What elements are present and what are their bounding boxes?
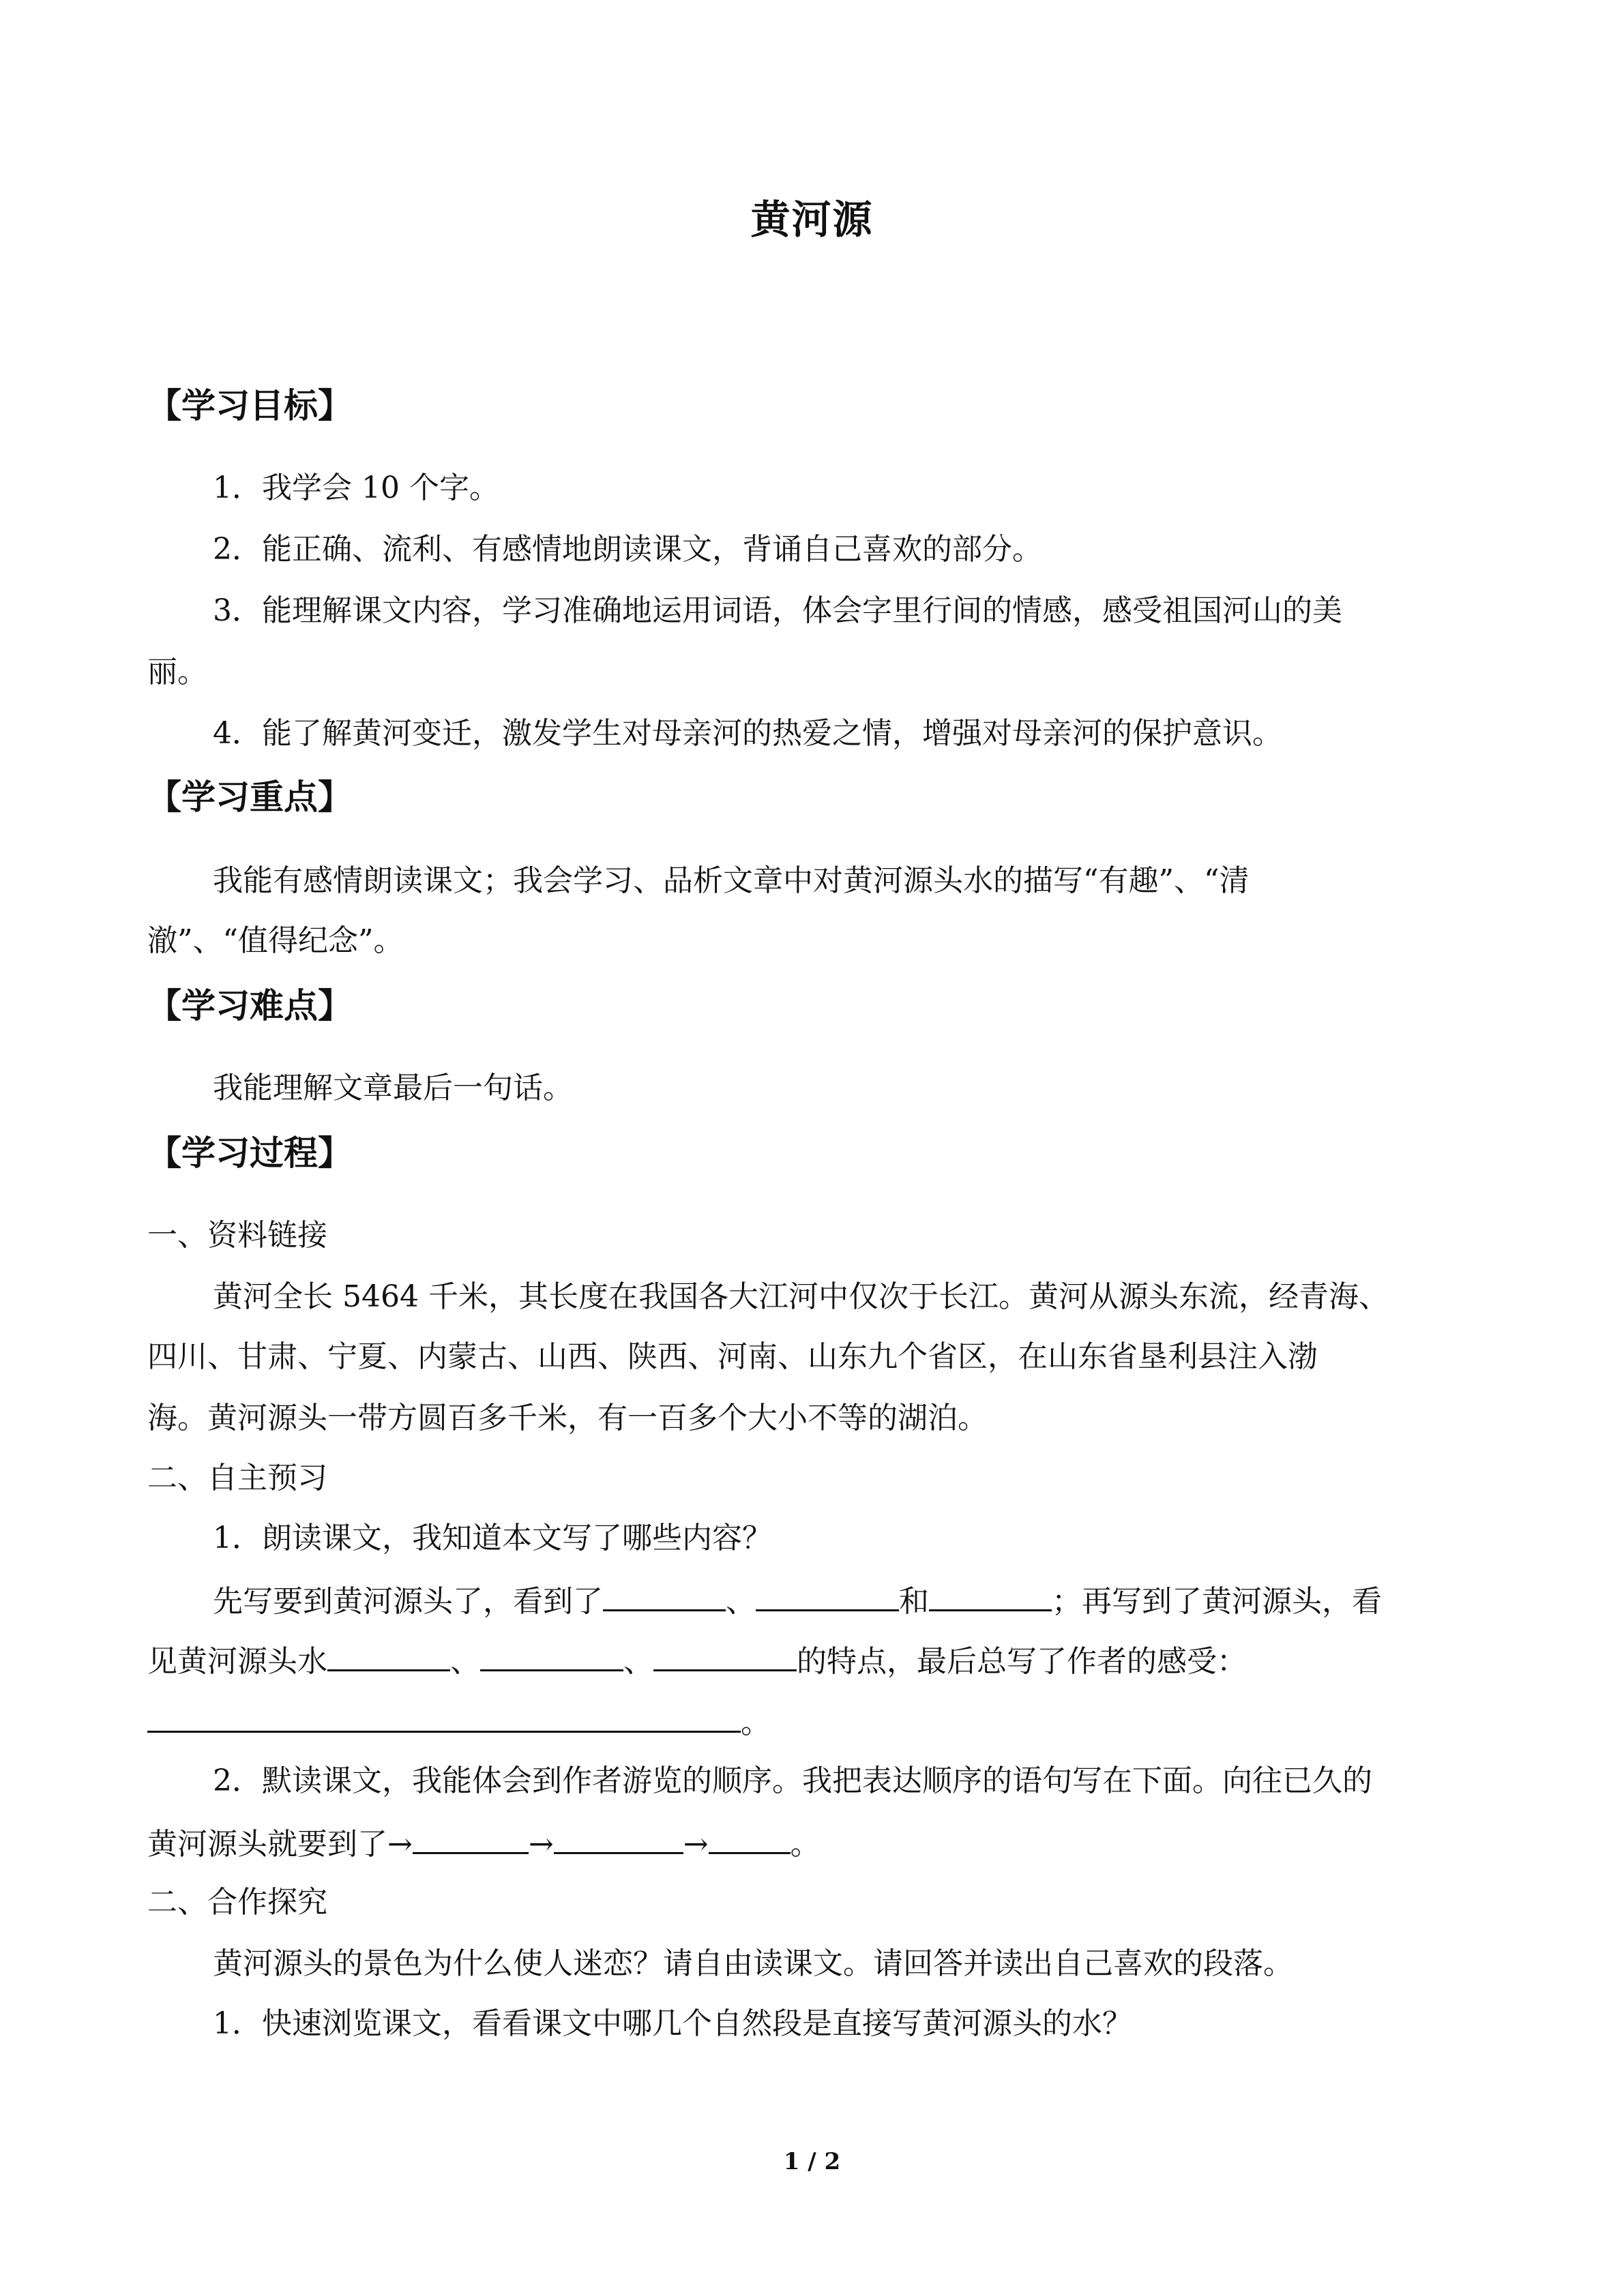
section-3-title: 二、合作探究 (147, 1885, 327, 1920)
section-3-paragraph: 黄河源头的景色为什么使人迷恋？请自由读课文。请回答并读出自己喜欢的段落。 (213, 1946, 1293, 1981)
page-number: 1 / 2 (783, 2148, 841, 2175)
focus-line-2: 澈”、“值得纪念”。 (147, 923, 404, 958)
question-1: 1．朗读课文，我知道本文写了哪些内容？ (213, 1521, 772, 1555)
fill-text: 黄河源头就要到了 (147, 1827, 387, 1862)
arrow-icon: → (683, 1827, 709, 1862)
process-heading: 【学习过程】 (147, 1133, 352, 1173)
answer-blank[interactable] (147, 1701, 741, 1733)
fill-text: 见黄河源头水 (147, 1644, 327, 1679)
answer-blank[interactable] (603, 1579, 726, 1611)
answer-blank[interactable] (480, 1639, 623, 1671)
fill-text: 、 (623, 1644, 653, 1679)
answer-blank[interactable] (929, 1579, 1052, 1611)
page-title: 黄河源 (750, 196, 874, 243)
goal-item-3-line-2: 丽。 (147, 655, 207, 689)
goal-item-4: 4．能了解黄河变迁，激发学生对母亲河的热爱之情，增强对母亲河的保护意识。 (213, 716, 1282, 751)
goal-item-1: 1．我学会 10 个字。 (213, 471, 499, 505)
question-2-line-2 (147, 1822, 821, 1865)
section-1-title: 一、资料链接 (147, 1218, 327, 1253)
fill-text: 的特点，最后总写了作者的感受： (797, 1644, 1247, 1679)
fill-in-line-1 (213, 1579, 1382, 1622)
goal-item-3-line-1: 3．能理解课文内容，学习准确地运用词语，体会字里行间的情感，感受祖国河山的美 (213, 593, 1342, 628)
fill-in-line-2 (147, 1639, 1247, 1682)
question-2-line-1: 2．默读课文，我能体会到作者游览的顺序。我把表达顺序的语句写在下面。向往已久的 (213, 1763, 1372, 1798)
difficulty-line-1: 我能理解文章最后一句话。 (213, 1071, 573, 1105)
fill-text: 、 (726, 1584, 756, 1619)
fill-text: 、 (450, 1644, 480, 1679)
goal-item-2: 2．能正确、流利、有感情地朗读课文，背诵自己喜欢的部分。 (213, 532, 1042, 567)
answer-blank[interactable] (709, 1822, 791, 1854)
answer-blank[interactable] (554, 1822, 683, 1854)
goals-heading: 【学习目标】 (147, 386, 352, 426)
section-1-paragraph-line-3: 海。黄河源头一带方圆百多千米，有一百多个大小不等的湖泊。 (147, 1401, 988, 1435)
fill-text: 和 (899, 1584, 929, 1619)
answer-blank[interactable] (756, 1579, 899, 1611)
answer-blank[interactable] (653, 1639, 797, 1671)
section-1-paragraph-line-2: 四川、甘肃、宁夏、内蒙古、山西、陕西、河南、山东九个省区，在山东省垦利县注入渤 (147, 1339, 1318, 1374)
arrow-icon: → (528, 1827, 554, 1862)
focus-line-1: 我能有感情朗读课文；我会学习、品析文章中对黄河源头水的描写“有趣”、“清 (213, 863, 1250, 898)
arrow-icon: → (387, 1827, 413, 1862)
answer-blank[interactable] (413, 1822, 529, 1854)
section-1-paragraph-line-1: 黄河全长 5464 千米，其长度在我国各大江河中仅次于长江。黄河从源头东流，经青海、 (213, 1279, 1389, 1314)
section-2-title: 二、自主预习 (147, 1461, 327, 1495)
difficulty-heading: 【学习难点】 (147, 986, 352, 1026)
answer-blank[interactable] (327, 1639, 450, 1671)
section-3-question-1: 1．快速浏览课文，看看课文中哪几个自然段是直接写黄河源头的水？ (213, 2006, 1132, 2041)
fill-text: ；再写到了黄河源头，看 (1052, 1584, 1382, 1619)
fill-text: 先写要到黄河源头了，看到了 (213, 1584, 603, 1619)
fill-in-line-3 (147, 1701, 771, 1744)
fill-text: 。 (790, 1827, 821, 1862)
fill-text: 。 (741, 1705, 771, 1740)
focus-heading: 【学习重点】 (147, 777, 352, 817)
